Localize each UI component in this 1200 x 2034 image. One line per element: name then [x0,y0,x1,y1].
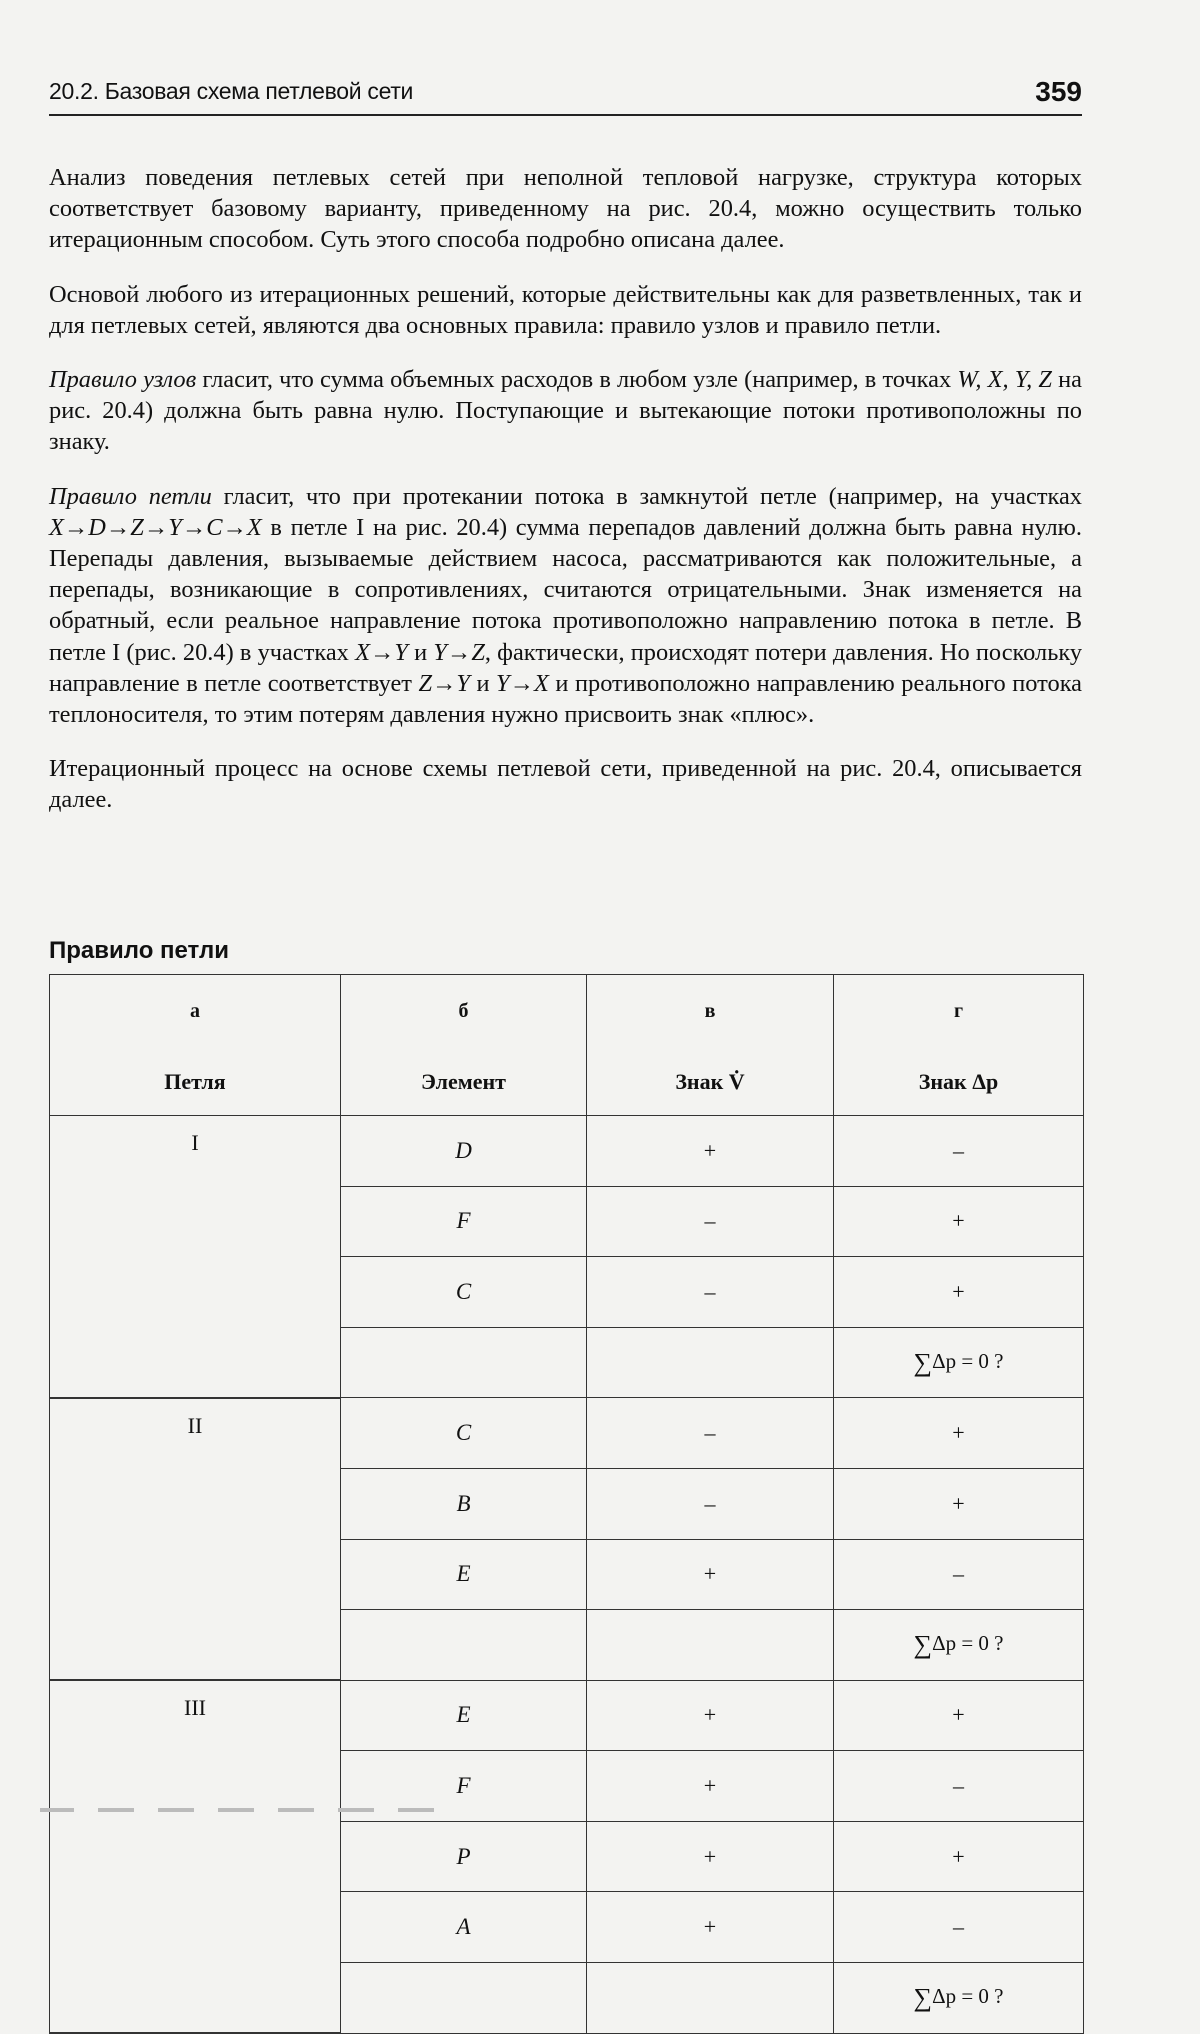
sum-symbol: ∑ [913,1982,933,2012]
paragraph-4-text-a: гласит, что при протекании потока в замкнутой петле (например, на участках [211,482,1082,510]
flow-sign-cell: + [587,1116,834,1187]
sum-symbol: ∑ [913,1347,933,1377]
paragraph-3-text-b: на рис. 20.4) должна быть равна нулю. Поступающие и вытекающие потоки противоположны по знаку. [49,366,1082,456]
paragraph-3-text-a: гласит, что сумма объемных расходов в любом узле (например, в точках [196,366,958,394]
column-letter: а [50,975,341,1049]
flow-sign-cell-empty [587,1327,834,1398]
element-cell-empty [341,1962,587,2033]
paragraph-5: Итерационный процесс на основе схемы петлевой сети, приведенной на рис. 20.4, описывается далее. [49,755,1082,814]
term-node-rule: Правило узлов [49,366,197,394]
flow-sign-cell: – [587,1398,834,1469]
element-cell: C [341,1257,587,1328]
table-row [50,1398,1084,1469]
flow-sign-cell: + [587,1821,834,1892]
paragraph-1: Анализ поведения петлевых сетей при неполной тепловой нагрузке, структура которых соответствует базовому варианту, приведенному на рис. 20.4, можно осуществить только итерационным способом. Суть этого способа подробно описана далее. [49,164,1082,254]
pressure-sign-cell: – [834,1892,1084,1963]
element-cell: D [341,1116,587,1187]
flow-sign-cell: + [587,1680,834,1751]
footer-marks [40,1808,440,1814]
column-header-flow-sign: Знак V̇ [587,1049,834,1116]
pressure-sign-cell: – [834,1751,1084,1822]
flow-sign-cell-empty [587,1962,834,2033]
paragraph-4-text-b: в петле I на рис. 20.4) сумма перепадов давлений должна быть равна нулю. Перепады давления, вызываемые действием насоса, рассматриваются как положительные, а перепады, возникающие в сопротивлениях, считаются отрицательными. Знак изменяется на обратный, если реальное направление потока противоположно направлению потока в петле. В петле I (рис. 20.4) в участках [49,513,1082,666]
chapter-title: 20.2. Базовая схема петлевой сети [49,78,414,104]
pressure-sign-cell: – [834,1539,1084,1610]
footer-mark [338,1808,374,1812]
column-header-loop: Петля [50,1049,341,1116]
and-2: и [469,669,497,697]
segment-1: X→Y [355,638,408,666]
loop-label: I [50,1116,341,1398]
pressure-sign-cell: + [834,1468,1084,1539]
table-row [50,1680,1084,1751]
loop-label: III [50,1680,341,2033]
pressure-sign-cell: + [834,1680,1084,1751]
paragraph-3 [49,364,1082,458]
pressure-sign-cell: + [834,1821,1084,1892]
node-points: W, X, Y, Z [957,366,1052,394]
pressure-sign-cell: + [834,1186,1084,1257]
loop-rule-table-body [50,975,1084,2034]
element-cell: B [341,1468,587,1539]
column-letter: б [341,975,587,1049]
table-row [50,1116,1084,1187]
flow-sign-cell: – [587,1468,834,1539]
paragraph-4-text-d: и противоположно направлению реального потока теплоносителя, то этим потерям давления нужно присвоить знак «плюс». [49,669,1083,729]
flow-sign-cell: – [587,1257,834,1328]
term-loop-rule: Правило петли [49,482,212,510]
and-1: и [407,638,434,666]
body-text [49,162,1082,839]
loop-rule-table [49,974,1084,2034]
element-cell: E [341,1680,587,1751]
flow-sign-cell-empty [587,1610,834,1681]
loop-path: X→D→Z→Y→C→X [49,513,262,541]
footer-mark [398,1808,434,1812]
element-cell-empty [341,1610,587,1681]
sum-symbol: ∑ [913,1629,933,1659]
paragraph-2: Основой любого из итерационных решений, которые действительны как для разветвленных, так и для петлевых сетей, являются два основных правила: правило узлов и правило петли. [49,280,1082,339]
footer-mark [278,1808,314,1812]
column-header-pressure-sign: Знак Δp [834,1049,1084,1116]
column-letter: г [834,975,1084,1049]
element-cell: F [341,1186,587,1257]
element-cell: C [341,1398,587,1469]
column-letters-row [50,975,1084,1049]
element-cell: P [341,1821,587,1892]
footer-mark [218,1808,254,1812]
footer-mark [158,1808,194,1812]
column-letter: в [587,975,834,1049]
sum-text: Δp = 0 ? [932,1983,1004,2008]
flow-sign-cell: – [587,1186,834,1257]
pressure-sum-check [834,1610,1084,1681]
pressure-sum-check [834,1327,1084,1398]
element-cell: E [341,1539,587,1610]
sum-text: Δp = 0 ? [932,1630,1004,1655]
element-cell-empty [341,1327,587,1398]
section-title: Правило петли [49,937,229,964]
paragraph-4-text-c: , фактически, происходят потери давления. Но поскольку направление в петле соответствует [49,638,1083,697]
column-headers-row [50,1049,1084,1116]
pressure-sign-cell: – [834,1116,1084,1187]
flow-sign-cell: + [587,1892,834,1963]
pressure-sign-cell: + [834,1257,1084,1328]
flow-sign-cell: + [587,1751,834,1822]
pressure-sign-cell: + [834,1398,1084,1469]
sum-text: Δp = 0 ? [932,1348,1004,1373]
paragraph-4 [49,481,1082,731]
flow-sign-cell: + [587,1539,834,1610]
footer-mark [40,1808,74,1812]
loop-label: II [50,1398,341,1680]
segment-4: Y→X [496,669,549,697]
footer-mark [98,1808,134,1812]
element-cell: A [341,1892,587,1963]
page-number: 359 [1035,76,1082,107]
column-header-element: Элемент [341,1049,587,1116]
element-cell: F [341,1751,587,1822]
pressure-sum-check [834,1962,1084,2033]
segment-3: Z→Y [418,669,470,697]
running-header [49,78,1082,116]
segment-2: Y→Z [433,638,485,666]
